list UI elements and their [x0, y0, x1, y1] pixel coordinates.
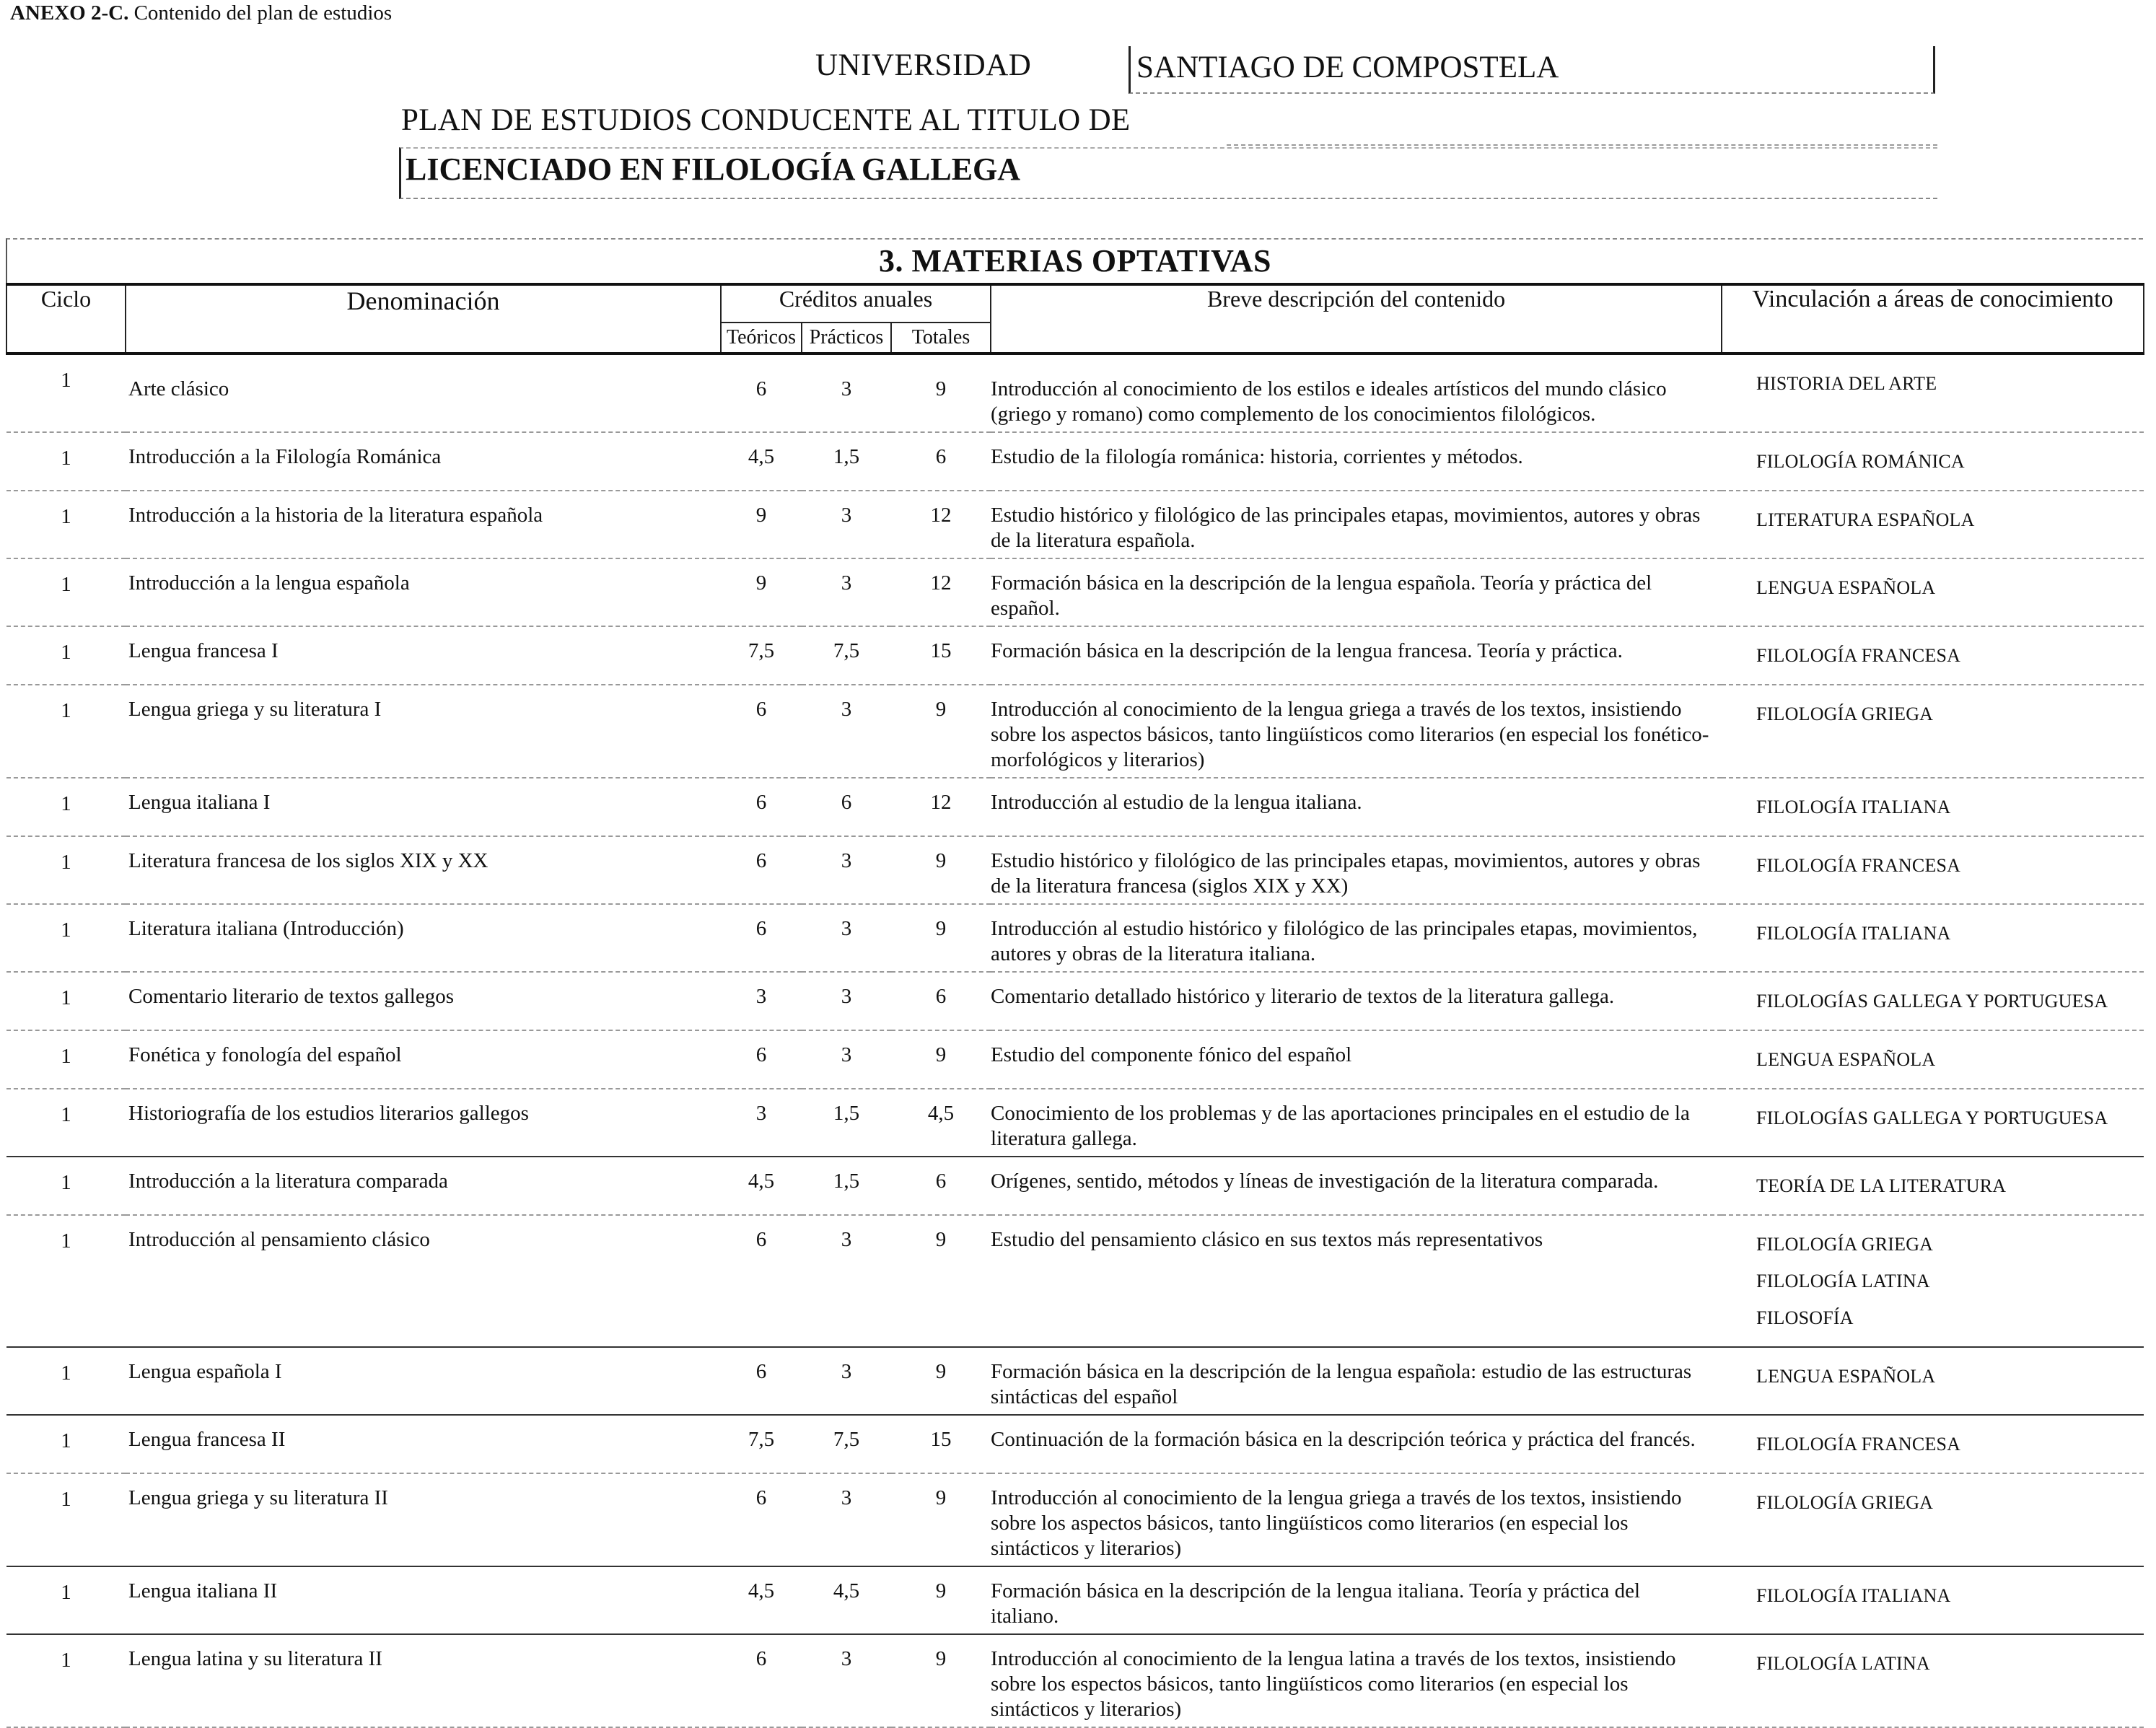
cell-vinculacion — [1722, 904, 2144, 972]
table-row — [6, 836, 2144, 904]
table-row — [6, 1089, 2144, 1157]
degree-title: LICENCIADO EN FILOLOGÍA GALLEGA — [406, 152, 1021, 187]
cell-ciclo: 1 — [6, 432, 126, 491]
cell-practicos: 3 — [802, 354, 891, 432]
cell-ciclo: 1 — [6, 778, 126, 836]
cell-teoricos: 6 — [721, 354, 802, 432]
cell-totales: 4,5 — [891, 1089, 991, 1157]
cell-descripcion: Formación básica en la descripción de la lengua española: estudio de las estructuras sintácticas del español — [991, 1347, 1722, 1415]
cell-practicos: 3 — [802, 904, 891, 972]
cell-teoricos: 6 — [721, 1634, 802, 1727]
cell-ciclo: 1 — [6, 354, 126, 432]
table-row — [6, 354, 2144, 432]
cell-descripcion: Orígenes, sentido, métodos y líneas de investigación de la literatura comparada. — [991, 1157, 1722, 1215]
cell-descripcion: Estudio de la filología románica: historia, corrientes y métodos. — [991, 432, 1722, 491]
plan-underline — [1227, 144, 1937, 146]
header-teoricos: Teóricos — [721, 323, 802, 354]
header-vinculacion: Vinculación a áreas de conocimiento — [1722, 284, 2144, 354]
table-row — [6, 558, 2144, 626]
cell-teoricos: 6 — [721, 1347, 802, 1415]
cell-descripcion: Estudio del componente fónico del español — [991, 1030, 1722, 1089]
area-item: FILOLOGÍA ITALIANA — [1756, 1585, 1951, 1606]
cell-vinculacion — [1722, 972, 2144, 1030]
cell-vinculacion — [1722, 626, 2144, 685]
cell-vinculacion — [1722, 1566, 2144, 1634]
cell-denominacion: Introducción al pensamiento clásico — [126, 1215, 721, 1347]
table-row — [6, 1415, 2144, 1473]
cell-totales: 9 — [891, 1347, 991, 1415]
cell-totales: 6 — [891, 432, 991, 491]
cell-ciclo: 1 — [6, 1089, 126, 1157]
cell-descripcion: Formación básica en la descripción de la lengua italiana. Teoría y práctica del italiano. — [991, 1566, 1722, 1634]
cell-denominacion: Introducción a la literatura comparada — [126, 1157, 721, 1215]
cell-vinculacion — [1722, 491, 2144, 558]
courses-table — [6, 283, 2144, 1728]
cell-descripcion: Formación básica en la descripción de la lengua española. Teoría y práctica del español. — [991, 558, 1722, 626]
cell-totales: 15 — [891, 1415, 991, 1473]
degree-box — [399, 147, 1937, 199]
area-item: FILOLOGÍA FRANCESA — [1756, 1434, 1961, 1455]
cell-ciclo: 1 — [6, 1030, 126, 1089]
table-row — [6, 972, 2144, 1030]
cell-vinculacion — [1722, 1089, 2144, 1157]
area-item: FILOLOGÍA ITALIANA — [1756, 923, 1951, 944]
cell-practicos: 7,5 — [802, 626, 891, 685]
table-row — [6, 1566, 2144, 1634]
cell-totales: 9 — [891, 836, 991, 904]
cell-ciclo: 1 — [6, 904, 126, 972]
area-item: FILOLOGÍAS GALLEGA Y PORTUGUESA — [1756, 1108, 2108, 1128]
table-row — [6, 778, 2144, 836]
cell-denominacion: Lengua griega y su literatura II — [126, 1473, 721, 1566]
cell-denominacion: Lengua latina y su literatura II — [126, 1634, 721, 1727]
cell-teoricos: 6 — [721, 904, 802, 972]
cell-vinculacion — [1722, 1347, 2144, 1415]
cell-teoricos: 4,5 — [721, 432, 802, 491]
area-item: TEORÍA DE LA LITERATURA — [1756, 1175, 2007, 1196]
cell-vinculacion — [1722, 1157, 2144, 1215]
area-item: FILOLOGÍA LATINA — [1756, 1271, 1930, 1291]
cell-totales: 6 — [891, 972, 991, 1030]
cell-denominacion: Introducción a la lengua española — [126, 558, 721, 626]
cell-totales: 9 — [891, 1473, 991, 1566]
cell-teoricos: 3 — [721, 1089, 802, 1157]
area-item: HISTORIA DEL ARTE — [1756, 373, 1937, 394]
cell-vinculacion — [1722, 778, 2144, 836]
cell-descripcion: Estudio histórico y filológico de las principales etapas, movimientos, autores y obras de la literatura española. — [991, 491, 1722, 558]
header-ciclo: Ciclo — [6, 284, 126, 354]
cell-ciclo: 1 — [6, 1415, 126, 1473]
cell-teoricos: 7,5 — [721, 1415, 802, 1473]
cell-practicos: 4,5 — [802, 1566, 891, 1634]
header-descripcion: Breve descripción del contenido — [991, 284, 1722, 354]
cell-teoricos: 4,5 — [721, 1157, 802, 1215]
area-item: FILOLOGÍAS GALLEGA Y PORTUGUESA — [1756, 991, 2108, 1012]
cell-ciclo: 1 — [6, 1215, 126, 1347]
table-row — [6, 1634, 2144, 1727]
plan-label: PLAN DE ESTUDIOS CONDUCENTE AL TITULO DE — [401, 103, 1131, 137]
table-row — [6, 626, 2144, 685]
cell-totales: 9 — [891, 904, 991, 972]
cell-denominacion: Literatura francesa de los siglos XIX y XX — [126, 836, 721, 904]
cell-vinculacion — [1722, 354, 2144, 432]
cell-ciclo: 1 — [6, 491, 126, 558]
cell-denominacion: Introducción a la historia de la literatura española — [126, 491, 721, 558]
cell-totales: 9 — [891, 1566, 991, 1634]
cell-vinculacion — [1722, 1634, 2144, 1727]
cell-denominacion: Lengua griega y su literatura I — [126, 685, 721, 778]
area-item: FILOLOGÍA LATINA — [1756, 1653, 1930, 1674]
cell-vinculacion — [1722, 1473, 2144, 1566]
table-row — [6, 1215, 2144, 1347]
cell-descripcion: Introducción al conocimiento de la lengua griega a través de los textos, insistiendo sobre los aspectos básicos, tanto lingüísticos como literarios (en especial los fonético-morfológicos y literarios) — [991, 685, 1722, 778]
cell-totales: 12 — [891, 778, 991, 836]
annex-label: ANEXO 2-C. — [10, 1, 129, 25]
cell-descripcion: Introducción al estudio de la lengua italiana. — [991, 778, 1722, 836]
annex-heading — [10, 1, 392, 25]
cell-vinculacion — [1722, 558, 2144, 626]
cell-ciclo: 1 — [6, 836, 126, 904]
cell-denominacion: Lengua española I — [126, 1347, 721, 1415]
header-practicos: Prácticos — [802, 323, 891, 354]
header-creditos: Créditos anuales — [721, 284, 991, 323]
area-item: FILOLOGÍA FRANCESA — [1756, 645, 1961, 666]
cell-practicos: 3 — [802, 1215, 891, 1347]
cell-teoricos: 6 — [721, 836, 802, 904]
cell-denominacion: Introducción a la Filología Románica — [126, 432, 721, 491]
cell-practicos: 7,5 — [802, 1415, 891, 1473]
cell-teoricos: 7,5 — [721, 626, 802, 685]
table-row — [6, 432, 2144, 491]
table-row — [6, 904, 2144, 972]
university-name-box — [1129, 46, 1935, 94]
cell-practicos: 3 — [802, 836, 891, 904]
cell-descripcion: Introducción al conocimiento de los estilos e ideales artísticos del mundo clásico (griego y romano) como complemento de los conocimientos filológicos. — [991, 354, 1722, 432]
cell-teoricos: 6 — [721, 778, 802, 836]
annex-text: Contenido del plan de estudios — [133, 1, 393, 25]
courses-table-wrapper — [6, 238, 2143, 1728]
cell-ciclo: 1 — [6, 558, 126, 626]
cell-ciclo: 1 — [6, 1157, 126, 1215]
cell-practicos: 3 — [802, 1030, 891, 1089]
cell-teoricos: 6 — [721, 1215, 802, 1347]
cell-ciclo: 1 — [6, 626, 126, 685]
cell-teoricos: 6 — [721, 1030, 802, 1089]
cell-teoricos: 6 — [721, 1473, 802, 1566]
table-row — [6, 491, 2144, 558]
area-item: LENGUA ESPAÑOLA — [1756, 1366, 1936, 1387]
cell-teoricos: 3 — [721, 972, 802, 1030]
table-header — [6, 284, 2144, 354]
cell-denominacion: Lengua italiana II — [126, 1566, 721, 1634]
cell-totales: 9 — [891, 1634, 991, 1727]
area-item: FILOSOFÍA — [1756, 1307, 1854, 1328]
cell-denominacion: Lengua italiana I — [126, 778, 721, 836]
university-label: UNIVERSIDAD — [815, 48, 1032, 82]
table-row — [6, 1030, 2144, 1089]
table-row — [6, 685, 2144, 778]
cell-denominacion: Comentario literario de textos gallegos — [126, 972, 721, 1030]
cell-vinculacion — [1722, 1215, 2144, 1347]
cell-denominacion: Fonética y fonología del español — [126, 1030, 721, 1089]
cell-ciclo: 1 — [6, 685, 126, 778]
cell-practicos: 6 — [802, 778, 891, 836]
cell-totales: 12 — [891, 558, 991, 626]
area-item: FILOLOGÍA ITALIANA — [1756, 797, 1951, 817]
section-title-row — [6, 238, 2143, 283]
cell-descripcion: Introducción al estudio histórico y filológico de las principales etapas, movimientos, autores y obras de la literatura italiana. — [991, 904, 1722, 972]
cell-denominacion: Arte clásico — [126, 354, 721, 432]
cell-practicos: 1,5 — [802, 432, 891, 491]
cell-vinculacion — [1722, 432, 2144, 491]
cell-practicos: 3 — [802, 1634, 891, 1727]
area-item: LENGUA ESPAÑOLA — [1756, 577, 1936, 598]
cell-practicos: 3 — [802, 491, 891, 558]
cell-descripcion: Comentario detallado histórico y literario de textos de la literatura gallega. — [991, 972, 1722, 1030]
section-title: 3. MATERIAS OPTATIVAS — [879, 243, 1271, 279]
cell-descripcion: Introducción al conocimiento de la lengua griega a través de los textos, insistiendo sobre los aspectos básicos, tanto lingüísticos como literarios (en especial los sintácticos y literarios) — [991, 1473, 1722, 1566]
cell-practicos: 3 — [802, 685, 891, 778]
cell-totales: 9 — [891, 1215, 991, 1347]
cell-practicos: 3 — [802, 1473, 891, 1566]
cell-vinculacion — [1722, 1415, 2144, 1473]
cell-practicos: 3 — [802, 1347, 891, 1415]
cell-descripcion: Introducción al conocimiento de la lengua latina a través de los textos, insistiendo sobre los espectos básicos, tanto lingüísticos como literarios (en especial los sintácticos y literarios) — [991, 1634, 1722, 1727]
cell-totales: 9 — [891, 1030, 991, 1089]
cell-practicos: 1,5 — [802, 1089, 891, 1157]
cell-denominacion: Lengua francesa II — [126, 1415, 721, 1473]
cell-practicos: 3 — [802, 558, 891, 626]
cell-practicos: 3 — [802, 972, 891, 1030]
area-item: FILOLOGÍA GRIEGA — [1756, 1234, 1934, 1255]
area-item: LITERATURA ESPAÑOLA — [1756, 509, 1975, 530]
cell-teoricos: 4,5 — [721, 1566, 802, 1634]
cell-denominacion: Lengua francesa I — [126, 626, 721, 685]
area-item: FILOLOGÍA ROMÁNICA — [1756, 451, 1965, 472]
cell-ciclo: 1 — [6, 1473, 126, 1566]
cell-ciclo: 1 — [6, 1347, 126, 1415]
table-row — [6, 1473, 2144, 1566]
cell-ciclo: 1 — [6, 1634, 126, 1727]
cell-teoricos: 9 — [721, 491, 802, 558]
table-row — [6, 1157, 2144, 1215]
area-item: FILOLOGÍA GRIEGA — [1756, 1492, 1934, 1513]
cell-teoricos: 6 — [721, 685, 802, 778]
university-name: SANTIAGO DE COMPOSTELA — [1136, 51, 1559, 84]
table-body — [6, 354, 2144, 1727]
cell-denominacion: Historiografía de los estudios literarios gallegos — [126, 1089, 721, 1157]
area-item: FILOLOGÍA FRANCESA — [1756, 855, 1961, 876]
area-item: LENGUA ESPAÑOLA — [1756, 1049, 1936, 1070]
cell-vinculacion — [1722, 1030, 2144, 1089]
cell-totales: 6 — [891, 1157, 991, 1215]
cell-descripcion: Estudio histórico y filológico de las principales etapas, movimientos, autores y obras de la literatura francesa (siglos XIX y XX) — [991, 836, 1722, 904]
cell-descripcion: Formación básica en la descripción de la lengua francesa. Teoría y práctica. — [991, 626, 1722, 685]
cell-teoricos: 9 — [721, 558, 802, 626]
cell-totales: 9 — [891, 354, 991, 432]
cell-ciclo: 1 — [6, 1566, 126, 1634]
cell-totales: 15 — [891, 626, 991, 685]
cell-vinculacion — [1722, 836, 2144, 904]
cell-descripcion: Continuación de la formación básica en la descripción teórica y práctica del francés. — [991, 1415, 1722, 1473]
cell-descripcion: Conocimiento de los problemas y de las aportaciones principales en el estudio de la literatura gallega. — [991, 1089, 1722, 1157]
header-totales: Totales — [891, 323, 991, 354]
cell-totales: 9 — [891, 685, 991, 778]
header-denominacion: Denominación — [126, 284, 721, 354]
table-row — [6, 1347, 2144, 1415]
cell-descripcion: Estudio del pensamiento clásico en sus textos más representativos — [991, 1215, 1722, 1347]
cell-denominacion: Literatura italiana (Introducción) — [126, 904, 721, 972]
area-item: FILOLOGÍA GRIEGA — [1756, 703, 1934, 724]
cell-vinculacion — [1722, 685, 2144, 778]
cell-practicos: 1,5 — [802, 1157, 891, 1215]
cell-totales: 12 — [891, 491, 991, 558]
cell-ciclo: 1 — [6, 972, 126, 1030]
